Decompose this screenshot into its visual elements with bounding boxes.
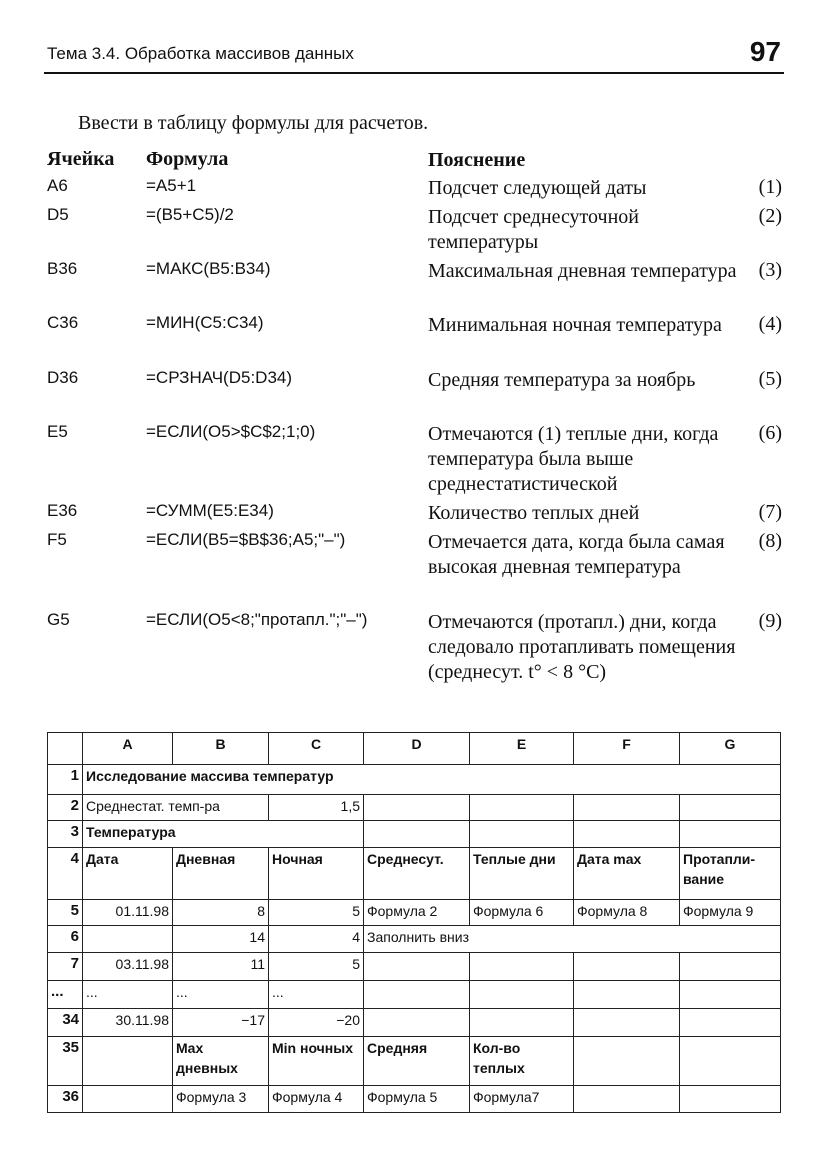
- cell: Формула 8: [574, 900, 680, 926]
- note-number: (2): [758, 205, 782, 227]
- cell: Ночная: [269, 848, 364, 900]
- cell: ...: [173, 981, 269, 1009]
- intro-text: Ввести в таблицу формулы для расчетов.: [78, 112, 429, 134]
- cell: [574, 821, 680, 848]
- cell: Формула 5: [364, 1086, 470, 1113]
- cell: [680, 953, 781, 981]
- cell: Протапли-вание: [680, 848, 781, 900]
- cell: 5: [269, 953, 364, 981]
- row-number: 5: [48, 900, 83, 926]
- cell: [680, 981, 781, 1009]
- note-number: (6): [758, 422, 782, 444]
- cell: 8: [173, 900, 269, 926]
- cell: [680, 1009, 781, 1037]
- cell: 30.11.98: [83, 1009, 173, 1037]
- cell-ref: F5: [47, 530, 67, 549]
- cell-ref: C36: [47, 313, 79, 332]
- cell: [364, 981, 470, 1009]
- cell-c2: 1,5: [269, 795, 364, 821]
- cell: 5: [269, 900, 364, 926]
- formula: =ЕСЛИ(B5=$B$36;A5;"–"): [146, 530, 346, 549]
- cell: [574, 1009, 680, 1037]
- cell-ref: D36: [47, 368, 79, 387]
- note-number: (4): [758, 313, 782, 335]
- col-header-formula: Формула: [146, 148, 229, 170]
- cell: [470, 821, 574, 848]
- cell: Средняя: [364, 1037, 470, 1086]
- cell: [680, 1086, 781, 1113]
- cell: [470, 953, 574, 981]
- col-g: G: [680, 733, 781, 765]
- cell: Дата max: [574, 848, 680, 900]
- note-number: (5): [758, 368, 782, 390]
- corner-cell: [48, 733, 83, 765]
- explanation: Минимальная ночная температура: [428, 314, 722, 336]
- col-e: E: [470, 733, 574, 765]
- explanation: Отмечаются (протапл.) дни, когда следовало протапливать помещения (среднесут. t° < 8 °C): [428, 611, 736, 683]
- column-header-row: [48, 733, 781, 765]
- cell: [364, 1009, 470, 1037]
- cell-c6: 4: [269, 926, 364, 953]
- cell-a2: Среднестат. темп-ра: [83, 795, 269, 821]
- explanation: Отмечается дата, когда была самая высокая дневная температура: [428, 531, 725, 578]
- cell: Min ночных: [269, 1037, 364, 1086]
- note-number: (1): [758, 176, 782, 198]
- table-row: [48, 900, 781, 926]
- table-row: [48, 795, 781, 821]
- cell-ref: E36: [47, 501, 78, 520]
- table-row: [48, 848, 781, 900]
- cell: [574, 795, 680, 821]
- cell: Дата: [83, 848, 173, 900]
- cell: Max дневных: [173, 1037, 269, 1086]
- explanation: Средняя температура за ноябрь: [428, 369, 696, 391]
- table-row: [48, 981, 781, 1009]
- cell-ref: G5: [47, 610, 70, 629]
- col-header-explanation: Пояснение: [428, 149, 526, 171]
- row-number: 35: [48, 1037, 83, 1086]
- note-number: (7): [758, 501, 782, 523]
- table-row: [48, 1086, 781, 1113]
- running-header: Тема 3.4. Обработка массивов данных: [47, 44, 354, 63]
- col-f: F: [574, 733, 680, 765]
- cell: [680, 1037, 781, 1086]
- row-number: ...: [48, 981, 83, 1009]
- table-row: [48, 765, 781, 795]
- explanation: Количество теплых дней: [428, 502, 640, 524]
- cell: [470, 1009, 574, 1037]
- cell: Формула 2: [364, 900, 470, 926]
- formula: =СРЗНАЧ(D5:D34): [146, 368, 293, 387]
- cell-ref: D5: [47, 205, 69, 224]
- row-number: 1: [48, 765, 83, 795]
- formula: =МАКС(B5:B34): [146, 259, 271, 278]
- col-c: C: [269, 733, 364, 765]
- row-number: 7: [48, 953, 83, 981]
- cell: [574, 1086, 680, 1113]
- cell: [364, 795, 470, 821]
- cell: Формула7: [470, 1086, 574, 1113]
- cell: [574, 981, 680, 1009]
- table-row: [48, 953, 781, 981]
- note-number: (9): [758, 610, 782, 632]
- cell: [680, 821, 781, 848]
- cell: [574, 953, 680, 981]
- cell: ...: [83, 981, 173, 1009]
- cell-b6: 14: [173, 926, 269, 953]
- note-number: (3): [758, 259, 782, 281]
- cell: −17: [173, 1009, 269, 1037]
- row-number: 6: [48, 926, 83, 953]
- col-header-cell: Ячейка: [47, 148, 115, 170]
- table-row: [48, 1009, 781, 1037]
- formula: =A5+1: [146, 176, 197, 195]
- cell-ref: A6: [47, 176, 68, 195]
- cell: −20: [269, 1009, 364, 1037]
- table-row: [48, 926, 781, 953]
- explanation: Подсчет следующей даты: [428, 177, 647, 199]
- sheet-title: Исследование массива температур: [83, 765, 781, 795]
- cell: ...: [269, 981, 364, 1009]
- formula: =ЕСЛИ(O5>$C$2;1;0): [146, 422, 316, 441]
- row-number: 3: [48, 821, 83, 848]
- explanation: Максимальная дневная температура: [428, 260, 737, 282]
- cell: [470, 981, 574, 1009]
- cell: Формула 9: [680, 900, 781, 926]
- cell: [83, 1086, 173, 1113]
- col-a: A: [83, 733, 173, 765]
- cell: [364, 821, 470, 848]
- spreadsheet: [47, 732, 781, 1113]
- cell: [574, 1037, 680, 1086]
- cell: 11: [173, 953, 269, 981]
- cell: [83, 1037, 173, 1086]
- cell-d6: Заполнить вниз: [364, 926, 781, 953]
- cell: Формула 3: [173, 1086, 269, 1113]
- formula: =(B5+C5)/2: [146, 205, 234, 224]
- cell-ref: B36: [47, 259, 78, 278]
- header-rule: [44, 72, 784, 74]
- cell: Кол-во теплых: [470, 1037, 574, 1086]
- cell: Дневная: [173, 848, 269, 900]
- row-number: 36: [48, 1086, 83, 1113]
- cell-ref: E5: [47, 422, 68, 441]
- explanation: Подсчет среднесуточной температуры: [428, 206, 639, 253]
- cell: [470, 795, 574, 821]
- col-d: D: [364, 733, 470, 765]
- col-b: B: [173, 733, 269, 765]
- table-row: [48, 821, 781, 848]
- cell: [680, 795, 781, 821]
- cell: Среднесут.: [364, 848, 470, 900]
- cell: [364, 953, 470, 981]
- cell: [83, 926, 173, 953]
- formula: =МИН(C5:C34): [146, 313, 264, 332]
- cell: Формула 6: [470, 900, 574, 926]
- cell: Теплые дни: [470, 848, 574, 900]
- cell: 03.11.98: [83, 953, 173, 981]
- row-number: 2: [48, 795, 83, 821]
- cell-a3: Температура: [83, 821, 364, 848]
- cell: Формула 4: [269, 1086, 364, 1113]
- note-number: (8): [758, 530, 782, 552]
- row-number: 34: [48, 1009, 83, 1037]
- row-number: 4: [48, 848, 83, 900]
- explanation: Отмечаются (1) теплые дни, когда температура была выше среднестатистической: [428, 423, 719, 495]
- formula: =СУММ(E5:E34): [146, 501, 274, 520]
- table-row: [48, 1037, 781, 1086]
- page-number: 97: [749, 36, 781, 67]
- formula: =ЕСЛИ(O5<8;"протапл.";"–"): [146, 610, 368, 629]
- cell: 01.11.98: [83, 900, 173, 926]
